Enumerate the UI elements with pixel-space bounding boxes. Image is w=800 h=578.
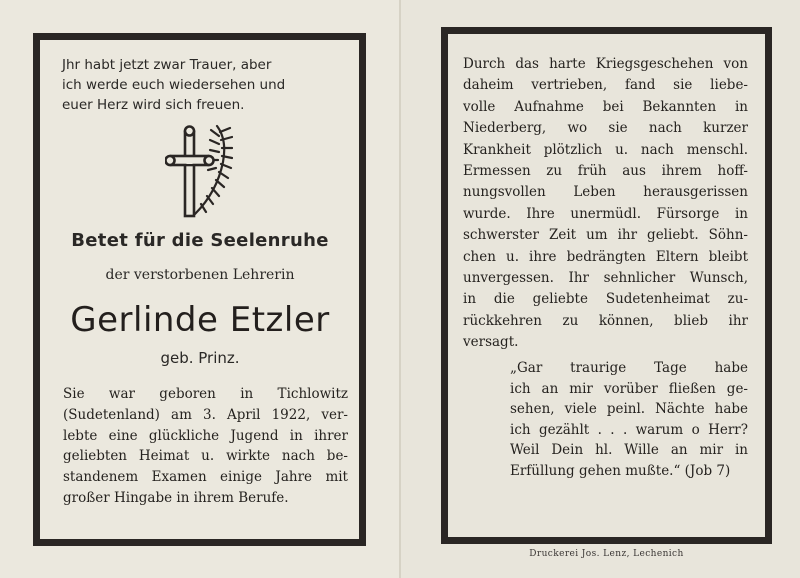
life-story — [463, 54, 748, 354]
story-line: Durch das harte Kriegsgeschehen von — [463, 56, 748, 72]
quote-line: ich an mir vorüber fließen ge- — [510, 380, 748, 397]
cross-with-palm-icon — [165, 122, 233, 220]
quote-line: ich gezählt . . . warum o Herr? — [510, 421, 748, 438]
story-line: unvergessen. Ihr sehnlicher Wunsch, — [463, 270, 748, 287]
bio-line: (Sudetenland) am 3. April 1922, ver- — [63, 406, 348, 423]
printer-credit: Druckerei Jos. Lenz, Lechenich — [529, 549, 684, 559]
bio-line: geliebten Heimat u. wirkte nach be- — [63, 448, 348, 465]
quote-line: Weil Dein hl. Wille an mir in — [510, 442, 748, 459]
motto-line: euer Herz wird sich freuen. — [62, 97, 245, 113]
story-line: schwerster Zeit um ihr geliebt. Söhn- — [463, 227, 748, 244]
motto-line: ich werde euch wiedersehen und — [62, 77, 286, 93]
deceased-title: der verstorbenen Lehrerin — [105, 267, 295, 283]
quote-line: sehen, viele peinl. Nächte habe — [510, 401, 748, 418]
story-line: Krankheit plötzlich u. nach menschl. — [463, 141, 748, 158]
quote-line: Erfüllung gehen mußte.“ (Job 7) — [510, 462, 731, 479]
bio-line: lebte eine glückliche Jugend in ihrer — [63, 427, 348, 444]
maiden-name: geb. Prinz. — [160, 349, 240, 367]
story-line: Niederberg, wo sie nach kurzer — [463, 120, 748, 137]
deceased-name: Gerlinde Etzler — [70, 300, 330, 340]
scripture-quote — [510, 358, 748, 482]
story-line: in die geliebte Sudetenheimat zu- — [463, 291, 748, 308]
story-line: wurde. Ihre unermüdl. Fürsorge in — [463, 205, 748, 222]
motto-line: Jhr habt jetzt zwar Trauer, aber — [62, 57, 272, 73]
story-line: Ermessen zu früh aus ihrem hoff- — [463, 163, 748, 180]
page-fold — [399, 0, 401, 578]
prayer-heading: Betet für die Seelenruhe — [71, 230, 329, 251]
story-line: daheim vertrieben, fand sie liebe- — [463, 77, 748, 94]
bio-line: Sie war geboren in Tichlowitz — [63, 386, 348, 402]
biography — [63, 384, 348, 509]
bio-line: standenem Examen einige Jahre mit — [63, 469, 348, 486]
story-line: rückkehren zu können, blieb ihr — [463, 312, 748, 329]
story-line: nungsvollen Leben herausgerissen — [463, 184, 748, 201]
story-line: chen u. ihre bedrängten Eltern bleibt — [463, 248, 748, 265]
bio-line: großer Hingabe in ihrem Berufe. — [63, 489, 289, 506]
quote-line: „Gar traurige Tage habe — [510, 360, 748, 376]
story-line: volle Aufnahme bei Bekannten in — [463, 98, 748, 115]
bible-motto — [62, 55, 352, 115]
story-line: versagt. — [463, 334, 519, 351]
